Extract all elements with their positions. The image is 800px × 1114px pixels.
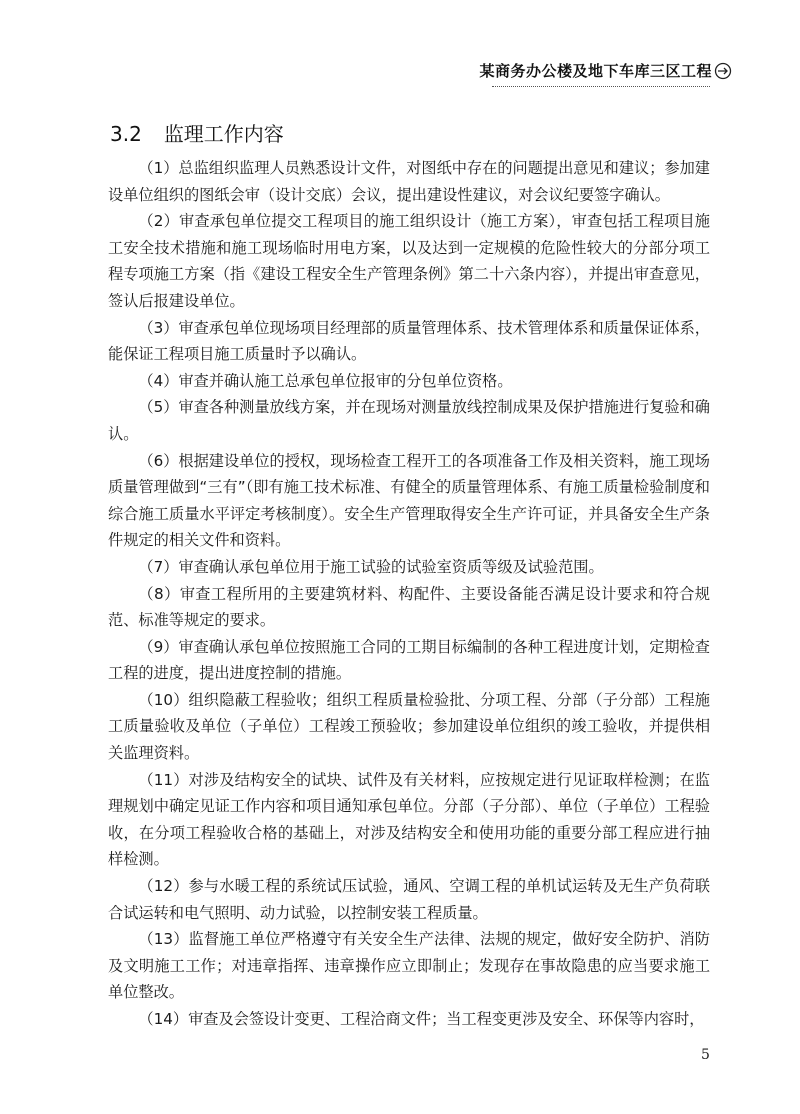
paragraph: （9）审查确认承包单位按照施工合同的工期目标编制的各种工程进度计划，定期检查工程的进度，提出进度控制的措施。 <box>108 637 710 683</box>
section-title-text: 监理工作内容 <box>163 122 284 146</box>
section-number: 3.2 <box>110 122 142 146</box>
paragraph: （3）审查承包单位现场项目经理部的质量管理体系、技术管理体系和质量保证体系，能保证工程项目施工质量时予以确认。 <box>108 318 710 364</box>
paragraph: （12）参与水暖工程的系统试压试验，通风、空调工程的单机试运转及无生产负荷联合试运转和电气照明、动力试验，以控制安装工程质量。 <box>108 877 710 922</box>
paragraph: （2）审查承包单位提交工程项目的施工组织设计（施工方案），审查包括工程项目施工安全技术措施和施工现场临时用电方案，以及达到一定规模的危险性较大的分部分项工程专项施工方案（指《建设工程安全生产管理条例》第二十六条内容），并提出审查意见，签认后报建设单位。 <box>108 212 710 310</box>
paragraph: （10）组织隐蔽工程验收；组织工程质量检验批、分项工程、分部（子分部）工程施工质量验收及单位（子单位）工程竣工预验收；参加建设单位组织的竣工验收，并提供相关监理资料。 <box>108 690 710 763</box>
section-heading <box>110 118 284 147</box>
paragraph: （11）对涉及结构安全的试块、试件及有关材料，应按规定进行见证取样检测；在监理规划中确定见证工作内容和项目通知承包单位。分部（子分部）、单位（子单位）工程验收，在分项工程验收合格的基础上，对涉及结构安全和使用功能的重要分部工程应进行抽样检测。 <box>108 770 710 869</box>
paragraph: （13）监督施工单位严格遵守有关安全生产法律、法规的规定，做好安全防护、消防及文明施工工作；对违章指挥、违章操作应立即制止；发现存在事故隐患的应当要求施工单位整改。 <box>108 930 710 1002</box>
paragraph: （1）总监组织监理人员熟悉设计文件，对图纸中存在的问题提出意见和建议；参加建设单位组织的图纸会审（设计交底）会议，提出建设性建议，对会议纪要签字确认。 <box>108 159 710 204</box>
header-dotted-rule <box>492 86 710 87</box>
paragraph: （5）审查各种测量放线方案，并在现场对测量放线控制成果及保护措施进行复验和确认。 <box>108 398 710 443</box>
running-header: 某商务办公楼及地下车库三区工程 <box>479 62 712 80</box>
paragraph: （7）审查确认承包单位用于施工试验的试验室资质等级及试验范围。 <box>138 557 604 576</box>
paragraph: （4）审查并确认施工总承包单位报审的分包单位资格。 <box>138 371 513 390</box>
circled-arrow-icon <box>714 62 732 80</box>
body-text <box>108 155 710 1033</box>
page-number: 5 <box>701 1047 710 1063</box>
paragraph: （6）根据建设单位的授权，现场检查工程开工的各项准备工作及相关资料，施工现场质量管理做到“三有”（即有施工技术标准、有健全的质量管理体系、有施工质量检验制度和综合施工质量水平评定考核制度）。安全生产管理取得安全生产许可证，并具备安全生产条件规定的相关文件和资料。 <box>108 451 710 550</box>
paragraph: （14）审查及会签设计变更、工程洽商文件；当工程变更涉及安全、环保等内容时， <box>138 1010 705 1028</box>
paragraph: （8）审查工程所用的主要建筑材料、构配件、主要设备能否满足设计要求和符合规范、标准等规定的要求。 <box>108 584 710 630</box>
